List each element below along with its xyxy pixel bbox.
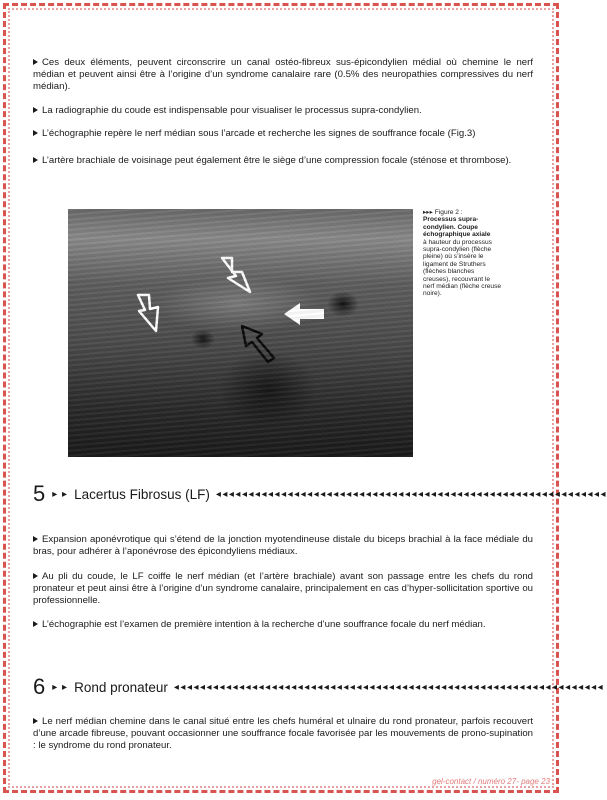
heading-trail-arrows-icon: ◂◂◂◂◂◂◂◂◂◂◂◂◂◂◂◂◂◂◂◂◂◂◂◂◂◂◂◂◂◂◂◂◂◂◂◂◂◂◂◂◂◂◂◂◂◂◂◂◂◂◂◂◂◂◂◂◂◂◂◂◂◂◂◂◂◂ [173,681,605,693]
intro-paragraph-4: L’artère brachiale de voisinage peut également être le siège d’une compression focale (sténose et thrombose). [33,155,533,167]
section-number: 6 [33,674,46,699]
bullet-icon [33,573,38,579]
section-title: Rond pronateur [74,679,168,695]
page-footer: gel-contact / numéro 27- page 23 [432,777,550,786]
section-6-paragraph-1: Le nerf médian chemine dans le canal situé entre les chefs huméral et ulnaire du rond pronateur, parfois recouvert d’une arcade fibreuse, pouvant occasionner une souffrance focale favorisée par les mouvements de prono-supination : le syndrome du rond pronateur. [33,716,533,751]
figure-marker: ▸▸▸ [423,209,433,216]
solid-white-arrow-icon [282,301,326,327]
section-5-heading [33,481,607,506]
section-6-heading [33,674,605,699]
section-5-paragraph-2: Au pli du coude, le LF coiffe le nerf médian (et l’artère brachiale) avant son passage entre les chefs du rond pronateur et peut ainsi être à l’origine d’un syndrome canalaire, principalement en cas d’hyper-sollicitation sportive ou professionnelle. [33,571,533,606]
ultrasound-image [68,209,413,457]
bullet-icon [33,59,38,65]
figure-label: Figure 2 : [434,209,463,216]
intro-paragraph-3: L’échographie repère le nerf médian sous l’arcade et recherche les signes de souffrance focale (Fig.3) [33,128,533,140]
bullet-icon [33,536,38,542]
bullet-icon [33,107,38,113]
heading-arrows-icon: ▸ ▸ [52,488,69,500]
heading-trail-arrows-icon: ◂◂◂◂◂◂◂◂◂◂◂◂◂◂◂◂◂◂◂◂◂◂◂◂◂◂◂◂◂◂◂◂◂◂◂◂◂◂◂◂◂◂◂◂◂◂◂◂◂◂◂◂◂◂◂◂◂◂◂◂ [215,488,607,500]
hollow-white-arrow-icon [218,254,258,299]
bullet-icon [33,130,38,136]
figure-description: à hauteur du processus supra-condylien (flèche pleine) où s’insère le ligament de Struthers (flèches blanches creuses), recouvrant le nerf médian (flèche creuse noire). [423,238,502,298]
bullet-icon [33,718,38,724]
bullet-icon [33,621,38,627]
intro-paragraph-1: Ces deux éléments, peuvent circonscrire un canal ostéo-fibreux sus-épicondylien médial où chemine le nerf médian et peuvent ainsi être à l’origine d’un syndrome canalaire rare (0.5% des neuropathies compressives du nerf médian). [33,57,533,92]
figure-title: Processus supra-condylien. Coupe échographique axiale [423,216,491,239]
hollow-white-arrow-icon [134,291,174,336]
figure-caption [423,209,503,298]
section-title: Lacertus Fibrosus (LF) [74,486,210,502]
hollow-black-arrow-icon [238,322,278,366]
section-5-paragraph-1: Expansion aponévrotique qui s’étend de la jonction myotendineuse distale du biceps brachial à la face médiale du bras, pour adhérer à l’aponévrose des épicondyliens médiaux. [33,534,533,557]
intro-paragraph-2: La radiographie du coude est indispensable pour visualiser le processus supra-condylien. [33,105,533,117]
section-number: 5 [33,481,46,506]
section-5-paragraph-3: L’échographie est l’examen de première intention à la recherche d’une souffrance focale du nerf médian. [33,619,533,631]
bullet-icon [33,157,38,163]
heading-arrows-icon: ▸ ▸ [52,681,69,693]
